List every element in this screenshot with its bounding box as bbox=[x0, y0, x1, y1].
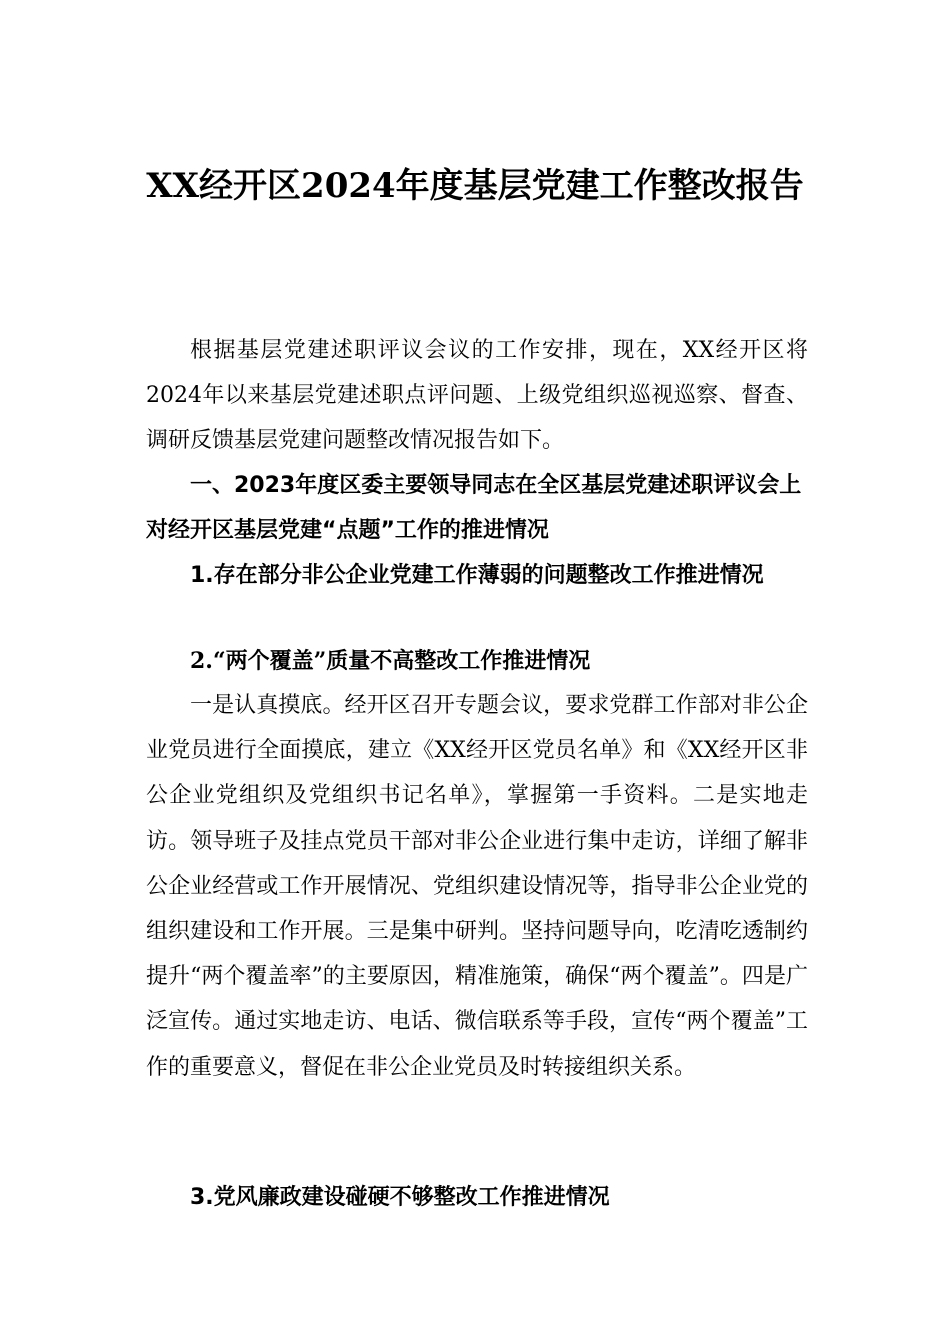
document-title: XX经开区2024年度基层党建工作整改报告 bbox=[146, 166, 804, 206]
item-2-heading: 2.“两个覆盖”质量不高整改工作推进情况 bbox=[190, 648, 591, 674]
item-2-body: 一是认真摸底。经开区召开专题会议，要求党群工作部对非公企业党员进行全面摸底，建立《XX经开区党员名单》和《XX经开区非公企业党组织及党组织书记名单》，掌握第一手资料。二是实地走访。领导班子及挂点党员干部对非公企业进行集中走访，详细了解非公企业经营或工作开展情况、党组织建设情况等，指导非公企业党的组织建设和工作开展。三是集中研判。坚持问题导向，吃清吃透制约提升“两个覆盖率”的主要原因，精准施策，确保“两个覆盖”。四是广泛宣传。通过实地走访、电话、微信联系等手段，宣传“两个覆盖”工作的重要意义，督促在非公企业党员及时转接组织关系。 bbox=[146, 693, 808, 1080]
item-1-heading: 1.存在部分非公企业党建工作薄弱的问题整改工作推进情况 bbox=[190, 563, 764, 588]
intro-paragraph: 根据基层党建述职评议会议的工作安排，现在，XX经开区将2024年以来基层党建述职点评问题、上级党组织巡视巡察、督查、调研反馈基层党建问题整改情况报告如下。 bbox=[146, 338, 808, 454]
item-3-heading: 3.党风廉政建设碰硬不够整改工作推进情况 bbox=[190, 1185, 610, 1210]
section-1-heading: 一、2023年度区委主要领导同志在全区基层党建述职评议会上对经开区基层党建“点题”工作的推进情况 bbox=[146, 473, 802, 544]
